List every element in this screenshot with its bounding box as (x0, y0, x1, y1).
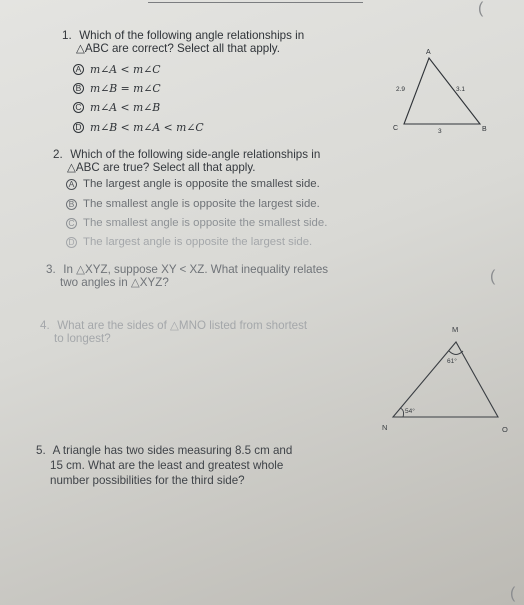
question-4 (40, 319, 307, 333)
question-5 (36, 444, 292, 458)
question-5-text-line3: number possibilities for the third side? (50, 474, 245, 487)
option-a-circle-icon: A (73, 64, 84, 75)
q1-option-b[interactable] (73, 82, 161, 95)
q1-option-d-text: m∠B < m∠A < m∠C (90, 121, 204, 134)
top-rule (148, 2, 363, 3)
question-5-number: 5. (36, 444, 46, 457)
option-b-circle-icon: B (66, 199, 77, 210)
angle-n-label: 54° (405, 408, 415, 415)
q2-option-d-text: The largest angle is opposite the largest side. (83, 236, 313, 248)
q1-option-d[interactable] (73, 121, 204, 134)
triangle-mno-figure (365, 318, 515, 440)
q2-option-a[interactable] (66, 178, 320, 191)
question-2-number: 2. (53, 148, 63, 161)
triangle-abc-shape (404, 58, 480, 124)
vertex-m-label: M (452, 325, 459, 334)
question-1-text-line2: △ABC are correct? Select all that apply. (76, 42, 280, 55)
vertex-o-label: O (502, 425, 508, 434)
question-2-text-line2: △ABC are true? Select all that apply. (67, 161, 256, 174)
q1-option-b-text: m∠B = m∠C (90, 82, 161, 95)
option-a-circle-icon: A (66, 179, 77, 190)
question-2 (53, 148, 320, 162)
q2-option-a-text: The largest angle is opposite the smallest side. (83, 178, 320, 190)
question-3-text-line1: In △XYZ, suppose XY < XZ. What inequality relates (63, 263, 329, 276)
triangle-abc-figure (380, 40, 500, 140)
option-c-circle-icon: C (66, 218, 77, 229)
option-c-circle-icon: C (73, 102, 84, 113)
vertex-n-label: N (382, 423, 388, 432)
page-edge-mark: ( (510, 585, 516, 602)
side-ab-label: 3.1 (456, 86, 466, 93)
question-5-text-line2: 15 cm. What are the least and greatest whole (50, 459, 284, 472)
page-edge-mark: ( (478, 0, 484, 17)
option-d-circle-icon: D (73, 122, 84, 133)
q2-option-b-text: The smallest angle is opposite the largest side. (83, 198, 320, 210)
angle-n-arc (400, 408, 404, 417)
option-b-circle-icon: B (73, 83, 84, 94)
question-4-number: 4. (40, 319, 50, 332)
question-5-text-line1: A triangle has two sides measuring 8.5 cm and (52, 444, 293, 457)
angle-m-label: 61° (447, 358, 457, 365)
side-cb-label: 3 (438, 128, 442, 135)
option-d-circle-icon: D (66, 237, 77, 248)
question-3 (46, 263, 328, 277)
q2-option-b[interactable] (66, 198, 320, 211)
vertex-b-label: B (482, 126, 487, 133)
q1-option-a[interactable] (73, 63, 161, 76)
question-1-number: 1. (62, 29, 72, 42)
side-ca-label: 2.9 (396, 86, 406, 93)
vertex-a-label: A (426, 49, 431, 56)
question-2-text-line1: Which of the following side-angle relationships in (70, 148, 321, 161)
q1-option-a-text: m∠A < m∠C (90, 63, 161, 76)
question-3-text-line2: two angles in △XYZ? (60, 276, 169, 289)
question-4-text-line1: What are the sides of △MNO listed from shortest (57, 319, 308, 332)
q2-option-c[interactable] (66, 217, 327, 230)
q2-option-d[interactable] (66, 236, 312, 249)
page-edge-mark: ( (490, 268, 496, 285)
vertex-c-label: C (393, 125, 399, 132)
question-1-text-line1: Which of the following angle relationships in (79, 29, 305, 42)
q1-option-c[interactable] (73, 101, 160, 114)
q1-option-c-text: m∠A < m∠B (90, 101, 161, 114)
question-4-text-line2: to longest? (54, 332, 111, 345)
q2-option-c-text: The smallest angle is opposite the smallest side. (83, 217, 328, 229)
question-1 (62, 29, 304, 43)
triangle-mno-shape (393, 342, 498, 417)
question-3-number: 3. (46, 263, 56, 276)
